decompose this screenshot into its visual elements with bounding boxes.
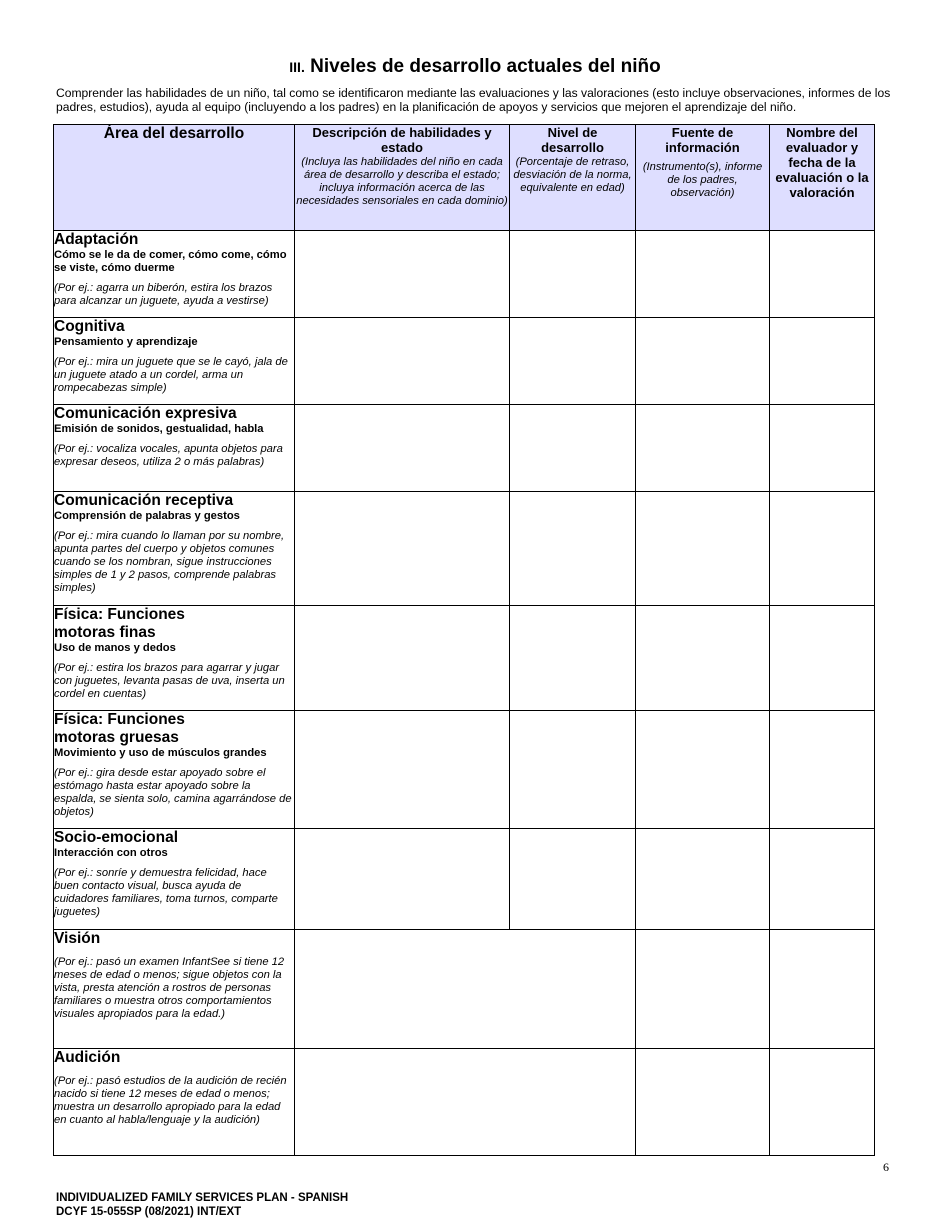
area-cell: Física: Funciones motoras gruesas Movimiento y uso de músculos grandes (Por ej.: gira desde estar apoyado sobre el estómago hasta estar apoyado sobre la espalda, se sienta solo, camina agarrándose de objetos) bbox=[54, 711, 295, 829]
header-area: Área del desarrollo bbox=[54, 125, 295, 231]
nivel-input-cell[interactable] bbox=[510, 405, 636, 492]
fuente-input-cell[interactable] bbox=[636, 829, 770, 930]
evaluador-input-cell[interactable] bbox=[770, 231, 875, 318]
row-cognitiva bbox=[54, 318, 875, 405]
nivel-input-cell[interactable] bbox=[510, 492, 636, 606]
nivel-input-cell[interactable] bbox=[510, 318, 636, 405]
nivel-input-cell[interactable] bbox=[510, 606, 636, 711]
fuente-input-cell[interactable] bbox=[636, 606, 770, 711]
development-table bbox=[53, 124, 875, 1156]
area-cell: Audición (Por ej.: pasó estudios de la audición de recién nacido si tiene 12 meses de edad o menos; muestra un desarrollo apropiado para la edad en cuanto al habla/lenguaje y la audición) bbox=[54, 1049, 295, 1156]
evaluador-input-cell[interactable] bbox=[770, 318, 875, 405]
row-comunicacion-expresiva bbox=[54, 405, 875, 492]
descripcion-input-cell[interactable] bbox=[295, 829, 510, 930]
descripcion-nivel-input-cell[interactable] bbox=[295, 1049, 636, 1156]
nivel-input-cell[interactable] bbox=[510, 711, 636, 829]
row-audicion bbox=[54, 1049, 875, 1156]
fuente-input-cell[interactable] bbox=[636, 231, 770, 318]
fuente-input-cell[interactable] bbox=[636, 1049, 770, 1156]
descripcion-input-cell[interactable] bbox=[295, 606, 510, 711]
row-vision bbox=[54, 930, 875, 1049]
row-comunicacion-receptiva bbox=[54, 492, 875, 606]
descripcion-input-cell[interactable] bbox=[295, 231, 510, 318]
descripcion-nivel-input-cell[interactable] bbox=[295, 930, 636, 1049]
evaluador-input-cell[interactable] bbox=[770, 405, 875, 492]
evaluador-input-cell[interactable] bbox=[770, 930, 875, 1049]
nivel-input-cell[interactable] bbox=[510, 829, 636, 930]
area-cell: Adaptación Cómo se le da de comer, cómo come, cómo se viste, cómo duerme (Por ej.: agarra un biberón, estira los brazos para alcanzar un juguete, ayuda a vestirse) bbox=[54, 231, 295, 318]
area-cell: Socio-emocional Interacción con otros (Por ej.: sonríe y demuestra felicidad, hace buen contacto visual, busca ayuda de cuidadores familiares, toma turnos, comparte juguetes) bbox=[54, 829, 295, 930]
evaluador-input-cell[interactable] bbox=[770, 1049, 875, 1156]
header-nivel: Nivel de desarrollo (Porcentaje de retraso, desviación de la norma, equivalente en edad) bbox=[510, 125, 636, 231]
form-footer bbox=[56, 1191, 348, 1219]
area-cell: Cognitiva Pensamiento y aprendizaje (Por ej.: mira un juguete que se le cayó, jala de un juguete atado a un cordel, arma un rompecabezas simple) bbox=[54, 318, 295, 405]
descripcion-input-cell[interactable] bbox=[295, 318, 510, 405]
evaluador-input-cell[interactable] bbox=[770, 711, 875, 829]
header-evaluador: Nombre del evaluador y fecha de la evaluación o la valoración bbox=[770, 125, 875, 231]
descripcion-input-cell[interactable] bbox=[295, 405, 510, 492]
page-number: 6 bbox=[883, 1160, 889, 1174]
fuente-input-cell[interactable] bbox=[636, 318, 770, 405]
row-adaptacion bbox=[54, 231, 875, 318]
header-row bbox=[54, 125, 875, 231]
section-number: III. bbox=[289, 59, 305, 75]
footer-form-code: DCYF 15-055SP (08/2021) INT/EXT bbox=[56, 1206, 242, 1218]
fuente-input-cell[interactable] bbox=[636, 711, 770, 829]
nivel-input-cell[interactable] bbox=[510, 231, 636, 318]
row-motoras-gruesas bbox=[54, 711, 875, 829]
footer-form-name: INDIVIDUALIZED FAMILY SERVICES PLAN - SPANISH bbox=[56, 1192, 349, 1204]
evaluador-input-cell[interactable] bbox=[770, 829, 875, 930]
section-title: Niveles de desarrollo actuales del niño bbox=[310, 56, 661, 77]
fuente-input-cell[interactable] bbox=[636, 930, 770, 1049]
fuente-input-cell[interactable] bbox=[636, 405, 770, 492]
descripcion-input-cell[interactable] bbox=[295, 711, 510, 829]
descripcion-input-cell[interactable] bbox=[295, 492, 510, 606]
page-title bbox=[0, 56, 950, 78]
intro-paragraph: Comprender las habilidades de un niño, tal como se identificaron mediante las evaluaciones y las valoraciones (esto incluye observaciones, informes de los padres, estudios), ayuda al equipo (incluyendo a los padres) en la planificación de apoyos y servicios que mejoren el aprendizaje del niño. bbox=[56, 86, 891, 114]
row-motoras-finas bbox=[54, 606, 875, 711]
header-descripcion: Descripción de habilidades y estado (Incluya las habilidades del niño en cada área de desarrollo y describa el estado; incluya información acerca de las necesidades sensoriales en cada dominio) bbox=[295, 125, 510, 231]
area-cell: Comunicación receptiva Comprensión de palabras y gestos (Por ej.: mira cuando lo llaman por su nombre, apunta partes del cuerpo y objetos comunes cuando se los nombran, sigue instrucciones simples de 1 y 2 pasos, comprende palabras simples) bbox=[54, 492, 295, 606]
evaluador-input-cell[interactable] bbox=[770, 492, 875, 606]
area-cell: Comunicación expresiva Emisión de sonidos, gestualidad, habla (Por ej.: vocaliza vocales, apunta objetos para expresar deseos, utiliza 2 o más palabras) bbox=[54, 405, 295, 492]
area-cell: Física: Funciones motoras finas Uso de manos y dedos (Por ej.: estira los brazos para agarrar y jugar con juguetes, levanta pasas de uva, inserta un cordel en cuentas) bbox=[54, 606, 295, 711]
area-cell: Visión (Por ej.: pasó un examen InfantSee si tiene 12 meses de edad o menos; sigue objetos con la vista, presta atención a rostros de personas familiares o muestra otros comportamientos visuales apropiados para la edad.) bbox=[54, 930, 295, 1049]
evaluador-input-cell[interactable] bbox=[770, 606, 875, 711]
header-fuente: Fuente de información (Instrumento(s), informe de los padres, observación) bbox=[636, 125, 770, 231]
row-socio-emocional bbox=[54, 829, 875, 930]
fuente-input-cell[interactable] bbox=[636, 492, 770, 606]
